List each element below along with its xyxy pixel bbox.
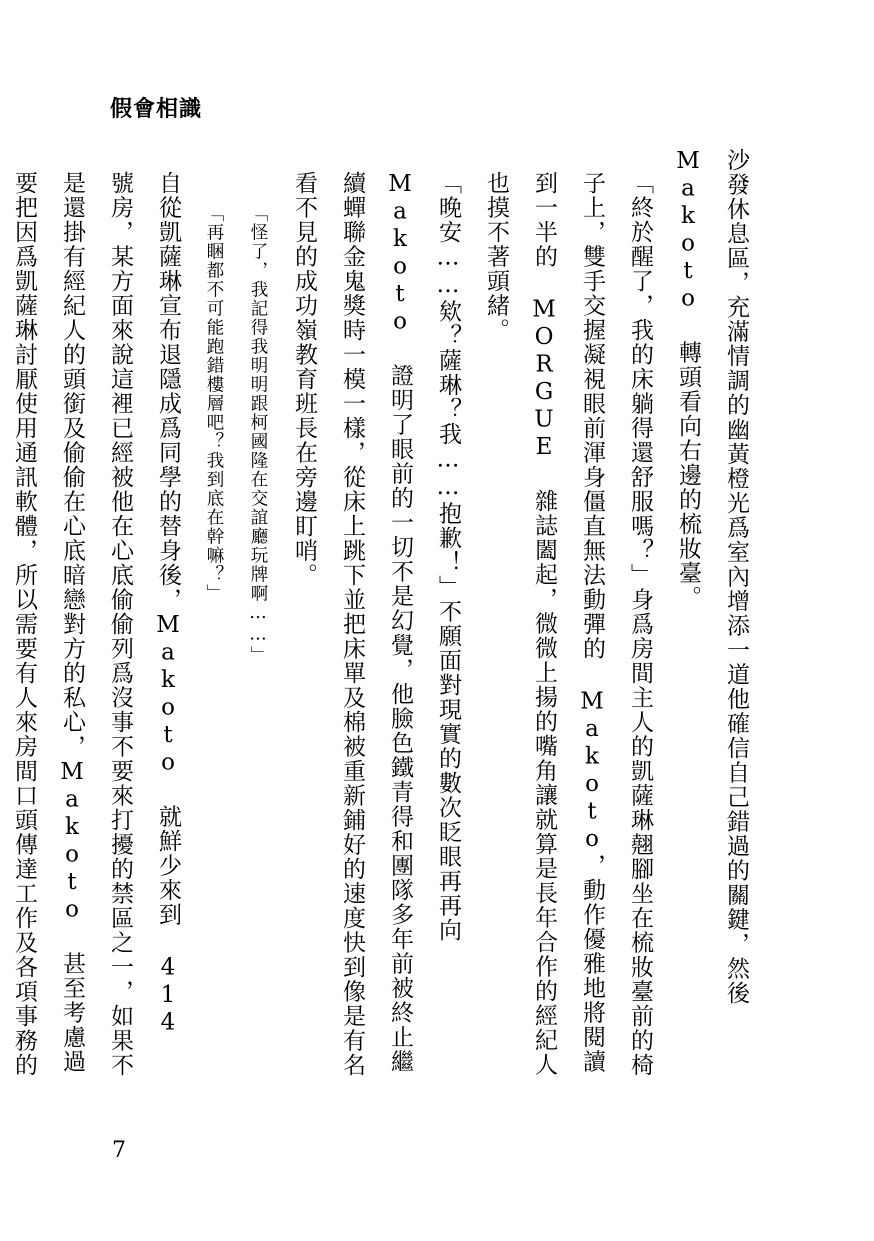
page-header-title: 假會相識 <box>110 96 203 122</box>
paragraph: 沙發休息區，充滿情調的幽黃橙光爲室內增添一道他確信自己錯過的關鍵，然後 Makoto 轉頭看向右邊的梳妝臺。 <box>675 148 749 1006</box>
paragraph: 「終於醒了，我的床躺得還舒服嗎？」身爲房間主人的凱薩琳翹腳坐在梳妝臺前的椅子上，雙手交握凝視眼前渾身僵直無法動彈的 Makoto，動作優雅地將閱讀到一半的 MORGUE 雜誌闔起，微微上揚的嘴角讓就算是長年合作的經紀人也摸不著頭緒。 <box>483 171 653 1078</box>
page-number: 7 <box>112 1138 126 1163</box>
inner-thought: 「再睏都不可能跑錯樓層吧？我到底在幹嘛？」 <box>204 204 224 603</box>
body-text <box>11 148 760 1078</box>
inner-thought: 「怪了，我記得我明明跟柯國隆在交誼廳玩牌啊……」 <box>248 204 268 665</box>
paragraph: 「晚安……欸？薩琳？我……抱歉！」不願面對現實的數次眨眼再再向 Makoto 證明了眼前的一切不是幻覺，他臉色鐵青得和團隊多年前被終止繼續蟬聯金鬼獎時一模一樣，從床上跳下並把床單及棉被重新鋪好的速度快到像是有名看不見的成功嶺教育班長在旁邊盯哨。 <box>291 171 461 1078</box>
paragraph: 自從凱薩琳宣布退隱成爲同學的替身後，Makoto 就鮮少來到 414 號房，某方面來說這裡已經被他在心底偷偷列爲沒事不要來打擾的禁區之一，如果不是還掛有經紀人的頭銜及偷偷在心底暗戀對方的私心，Makoto 甚至考慮過要把因爲凱薩琳討厭使用通訊軟體，所以需要有人來房間口頭傳達工作及各項事務的 <box>11 171 181 1078</box>
